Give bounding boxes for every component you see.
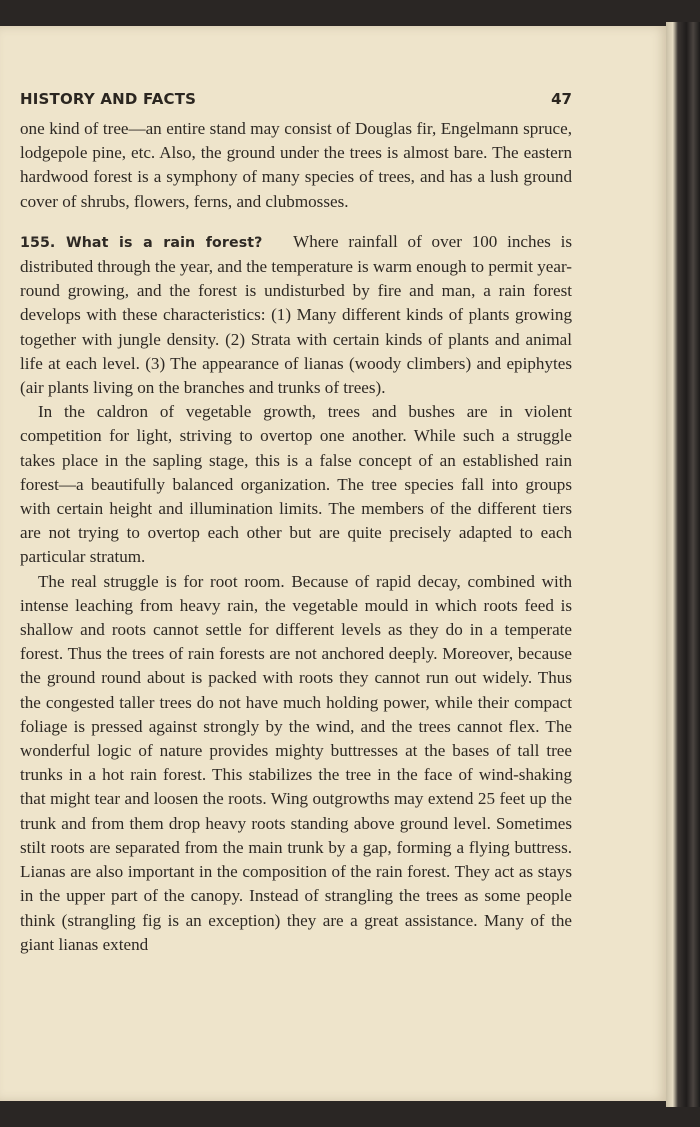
continued-paragraph: one kind of tree—an entire stand may consist of Douglas fir, Engelmann spruce, lodgepole pine, etc. Also, the ground under the trees is almost bare. The eastern hardwood forest is a symphony of many species of trees, and has a lush ground cover of shrubs, flowers, ferns, and clubmosses. xyxy=(20,119,572,211)
paragraph-roots: The real struggle is for root room. Because of rapid decay, combined with intense leaching from heavy rain, the vegetable mould in which roots feed is shallow and roots cannot settle for different levels as they do in a temperate forest. Thus the trees of rain forests are not anchored deeply. Moreover, because the ground round about is packed with roots they cannot run out widely. Thus the congested taller trees do not have much holding power, while their compact foliage is pressed against strongly by the wind, and the trees cannot flex. The wonderful logic of nature provides mighty buttresses at the bases of tall tree trunks in a hot rain forest. This stabilizes the tree in the face of wind-shaking that might tear and loosen the roots. Wing outgrowths may extend 25 feet up the trunk and from them drop heavy roots standing above ground level. Sometimes stilt roots are separated from the main trunk by a gap, forming a flying buttress. Lianas are also important in the composition of the rain forest. They act as stays in the upper part of the canopy. Instead of strangling the trees as some people think (strangling fig is an exception) they are a great assistance. Many of the giant lianas extend xyxy=(20,571,572,954)
page-edge xyxy=(666,22,700,1107)
question-paragraph xyxy=(20,230,572,400)
running-title: HISTORY AND FACTS xyxy=(20,90,197,108)
question-answer: Where rainfall of over 100 inches is distributed through the year, and the temperature is warm enough to permit year-round growing, and the forest is undisturbed by fire and man, a rain forest develops with these characteristics: (1) Many different kinds of plants growing together with jungle density. (2) Strata with certain kinds of plants and animal life at each level. (3) The appearance of lianas (woody climbers) and epiphytes (air plants living on the branches and trunks of trees). xyxy=(20,231,572,398)
running-header xyxy=(20,90,572,114)
page-number: 47 xyxy=(551,90,572,108)
paragraph-canopy: In the caldron of vegetable growth, trees and bushes are in violent competition for light, striving to overtop one another. While such a struggle takes place in the sapling stage, this is a false concept of an established rain forest—a beautifully balanced organization. The tree species fall into groups with certain height and illumination limits. The members of the different tiers are not trying to overtop each other but are quite precisely adapted to each particular stratum. xyxy=(20,402,572,567)
question-label: 155. What is a rain forest? xyxy=(20,234,284,251)
body-text xyxy=(20,117,572,957)
